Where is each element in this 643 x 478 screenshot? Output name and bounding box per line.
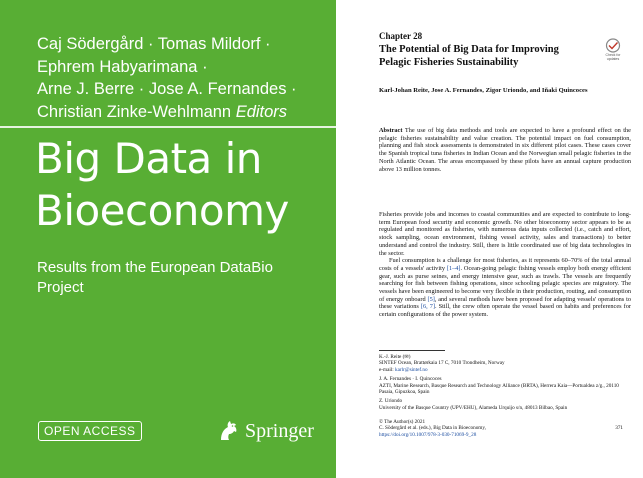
chapter-authors: Karl-Johan Reite, Jose A. Fernandes, Zigor Uriondo, and Iñaki Quincoces	[379, 87, 588, 94]
citation-link[interactable]: [5]	[427, 295, 435, 303]
footnote-divider	[379, 350, 445, 351]
chapter-label: Chapter 28	[379, 31, 423, 41]
paragraph	[379, 257, 631, 319]
editor-name: Christian Zinke-Wehlmann	[37, 102, 232, 121]
affiliation	[379, 398, 631, 411]
publisher-logo	[216, 418, 314, 444]
body-text	[379, 211, 631, 319]
publisher-name: Springer	[245, 419, 314, 442]
paragraph: Fisheries provide jobs and incomes to coastal communities and are expected to contribute to long-term European food security and economic growth. No other bioeconomy sector appears to be as regulated and monitored as fisheries, with numerous data inputs collected (i.e., catch and effort, stock sampling, ocean environment, fishing vessel activity, sales and transactions) to better understand and control the industry. Still, there is little coordinated use of big data technologies in the sector.	[379, 211, 631, 257]
email-link[interactable]: karlr@sintef.no	[395, 366, 428, 373]
editor-line: Caj Södergård · Tomas Mildorf ·	[37, 35, 271, 53]
book-citation: C. Södergård et al. (eds.), Big Data in Bioeconomy,	[379, 425, 486, 432]
email-prefix: e-mail:	[379, 366, 395, 373]
affiliation-name: J. A. Fernandes · I. Quincoces	[379, 376, 442, 383]
copyright: © The Author(s) 2021	[379, 419, 426, 425]
editor-line: Ephrem Habyarimana ·	[37, 57, 208, 76]
abstract-label: Abstract	[379, 127, 403, 134]
check-for-updates-badge[interactable]	[599, 38, 627, 63]
affiliation	[379, 354, 631, 373]
abstract	[379, 127, 631, 173]
affiliation-name: K.-J. Reite (✉)	[379, 354, 411, 360]
abstract-text: The use of big data methods and tools are expected to have a profound effect on the pelagic fisheries sustainability and value creation. The potential impact on fuel consumption, planning and fish stock assessments is demonstrated in six different pilot cases. These cases cover the Spanish tropical tuna fisheries in Indian Ocean and the Norwegian small pelagic fisheries in the North Atlantic Ocean. The areas encompassed by these pilots have an annual capture production above 13 million tonnes.	[379, 127, 631, 173]
citation-link[interactable]: [6, 7]	[420, 303, 436, 311]
affiliation-email	[379, 367, 631, 373]
paragraph-text: . Ocean-going pelagic fishing vessels employ both energy efficient gear, such as purse seines, and energy intensive gear, such as trawls. The vessels are frequently searching for fish between fishing operations, since schooling pelagic species are migratory. The vessels have been engineered to become very flexible in their production, routing, and consumption of energy onboard	[379, 264, 631, 303]
paragraph-text: Fuel consumption is a challenge for most fisheries, as it represents 60–70% of the total annual costs of a vessels' activity	[379, 257, 631, 272]
doi-link[interactable]: https://doi.org/10.1007/978-3-030-71069-9_28	[379, 431, 477, 438]
editor-line	[37, 101, 327, 124]
editors-suffix: Editors	[235, 102, 288, 121]
editor-line: Arne J. Berre · Jose A. Fernandes ·	[37, 80, 297, 98]
cover-divider	[0, 126, 336, 128]
affiliation	[379, 376, 631, 395]
paragraph-text: . Still, the crew often operate the vessel based on habits and preferences for certain configurations of the power system.	[379, 303, 631, 319]
book-title-line: Big Data in	[35, 134, 262, 183]
check-for-updates-text: Check for updates	[605, 53, 621, 61]
book-subtitle: Results from the European DataBio Project	[37, 259, 273, 296]
check-for-updates-icon	[599, 38, 627, 53]
book-title-line: Bioeconomy	[35, 186, 289, 235]
open-access-badge: OPEN ACCESS	[38, 421, 142, 441]
book-title	[35, 133, 330, 237]
springer-horse-icon	[216, 418, 242, 444]
affiliations	[379, 354, 631, 414]
affiliation-address: SINTEF Ocean, Brattørkaia 17 C, 7010 Trondheim, Norway	[379, 360, 505, 367]
affiliation-address: University of the Basque Country (UPV/EHU), Alameda Urquijo s/n, 48013 Bilbao, Spain	[379, 404, 568, 411]
citation-link[interactable]: [1–4]	[446, 264, 461, 272]
affiliation-name: Z. Uriondo	[379, 398, 403, 405]
paragraph-text: , and several methods have been proposed for adapting vessels' operations to these variations	[379, 295, 632, 311]
affiliation-address: AZTI, Marine Research, Basque Research and Technology Alliance (BRTA), Herrera Kaia—Portualdea z/g., 20110 Pasaia, Gipuzkoa, Spain	[379, 382, 619, 396]
page-number: 371	[615, 425, 623, 432]
page-footer	[379, 419, 631, 438]
editors-list	[37, 33, 327, 123]
chapter-page	[336, 0, 643, 478]
chapter-title: The Potential of Big Data for Improving Pelagic Fisheries Sustainability	[379, 44, 559, 68]
